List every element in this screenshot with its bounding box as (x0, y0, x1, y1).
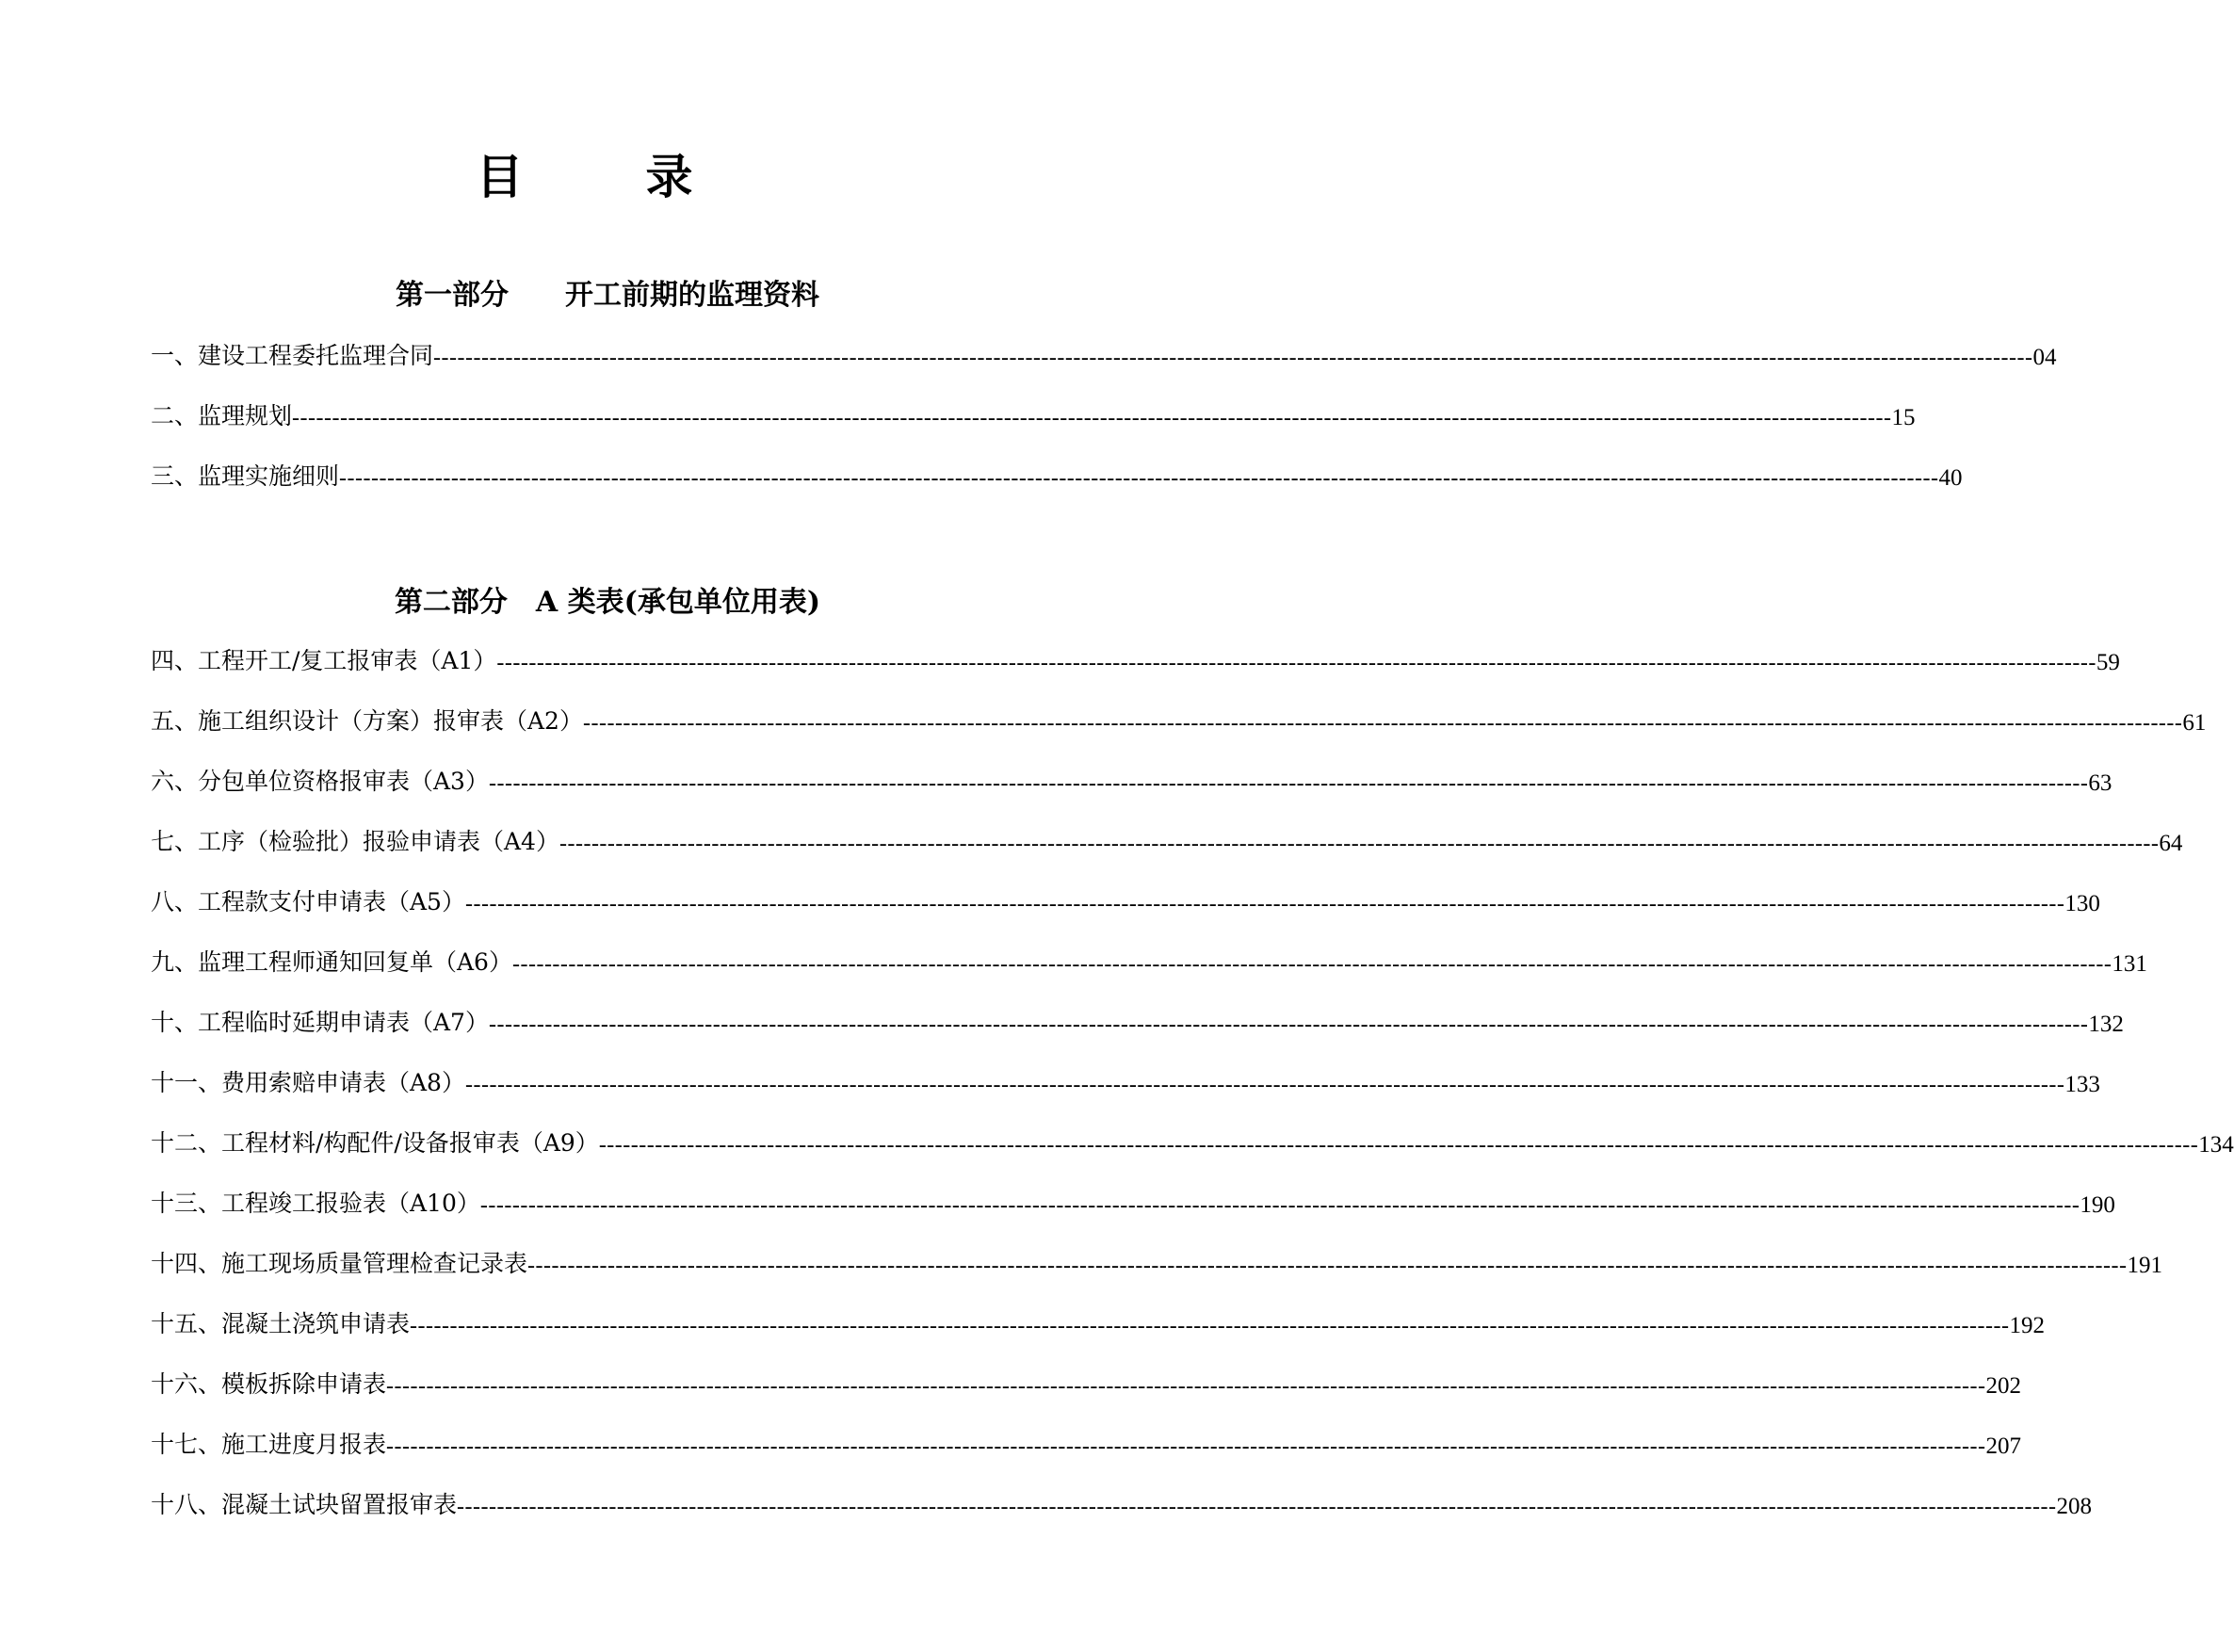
toc-entry-page-number: 59 (2096, 650, 2120, 675)
toc-leader-dashes: -------------------------------------------------------------------------------------------------------------------------------------------------------------------------------------------------------- (464, 892, 2065, 916)
toc-leader-dashes: -------------------------------------------------------------------------------------------------------------------------------------------------------------------------------------------------------- (339, 466, 1939, 491)
toc-entry (151, 819, 2183, 857)
toc-leader-dashes: -------------------------------------------------------------------------------------------------------------------------------------------------------------------------------------------------------- (386, 1434, 1986, 1459)
page-title: 目 录 (476, 149, 731, 204)
toc-entry-page-number: 191 (2127, 1253, 2162, 1278)
toc-entry-page-number: 192 (2009, 1313, 2045, 1338)
toc-entry-page-number: 208 (2056, 1494, 2092, 1519)
toc-entry-label: 九、监理工程师通知回复单（A6） (151, 948, 512, 976)
toc-leader-dashes: -------------------------------------------------------------------------------------------------------------------------------------------------------------------------------------------------------- (496, 651, 2096, 675)
toc-entry-label: 二、监理规划 (151, 402, 293, 429)
toc-entry (151, 1061, 2100, 1098)
toc-entry-page-number: 131 (2112, 951, 2147, 977)
toc-leader-dashes: -------------------------------------------------------------------------------------------------------------------------------------------------------------------------------------------------------- (488, 771, 2089, 796)
toc-leader-dashes: -------------------------------------------------------------------------------------------------------------------------------------------------------------------------------------------------------- (464, 1073, 2065, 1097)
toc-entry (151, 940, 2147, 978)
toc-entry-label: 四、工程开工/复工报审表（A1） (151, 647, 497, 674)
toc-leader-dashes: -------------------------------------------------------------------------------------------------------------------------------------------------------------------------------------------------------- (511, 952, 2113, 977)
toc-entry-page-number: 202 (1985, 1373, 2021, 1399)
toc-entry-page-number: 61 (2182, 710, 2207, 736)
toc-entry (151, 1482, 2092, 1520)
toc-entry (151, 639, 2120, 676)
toc-entry-label: 十八、混凝土试块留置报审表 (151, 1491, 458, 1518)
toc-leader-dashes: -------------------------------------------------------------------------------------------------------------------------------------------------------------------------------------------------------- (527, 1254, 2128, 1278)
toc-leader-dashes: -------------------------------------------------------------------------------------------------------------------------------------------------------------------------------------------------------- (582, 711, 2183, 736)
toc-entry-page-number: 207 (1985, 1433, 2021, 1459)
toc-entry-page-number: 64 (2159, 831, 2183, 856)
toc-leader-dashes: -------------------------------------------------------------------------------------------------------------------------------------------------------------------------------------------------------- (558, 832, 2160, 856)
toc-entry-label: 七、工序（检验批）报验申请表（A4） (151, 828, 559, 855)
toc-entry-label: 五、施工组织设计（方案）报审表（A2） (151, 707, 583, 735)
toc-entry-page-number: 134 (2198, 1132, 2234, 1158)
toc-entry-label: 十二、工程材料/构配件/设备报审表（A9） (151, 1129, 599, 1157)
toc-entry-page-number: 63 (2088, 770, 2113, 796)
section-heading-part-one: 第一部分 开工前期的监理资料 (396, 279, 819, 312)
toc-entry (151, 333, 2057, 371)
toc-entry (151, 1241, 2162, 1279)
toc-entry (151, 1121, 2234, 1158)
toc-leader-dashes: -------------------------------------------------------------------------------------------------------------------------------------------------------------------------------------------------------- (410, 1314, 2010, 1338)
toc-entry (151, 454, 1963, 492)
toc-entry-label: 六、分包单位资格报审表（A3） (151, 768, 489, 795)
toc-entry-page-number: 40 (1938, 465, 1963, 491)
toc-entry-label: 十七、施工进度月报表 (151, 1431, 387, 1458)
toc-entry-label: 三、监理实施细则 (151, 462, 340, 490)
toc-entry-page-number: 190 (2080, 1192, 2115, 1218)
toc-entry-page-number: 04 (2032, 345, 2057, 370)
toc-entry-page-number: 15 (1891, 405, 1916, 430)
toc-entry-label: 十三、工程竣工报验表（A10） (151, 1190, 480, 1217)
toc-entry (151, 699, 2207, 737)
toc-leader-dashes: -------------------------------------------------------------------------------------------------------------------------------------------------------------------------------------------------------- (479, 1193, 2080, 1218)
toc-entry (151, 394, 1916, 431)
toc-entry-page-number: 130 (2064, 891, 2100, 916)
toc-entry-label: 十一、费用索赔申请表（A8） (151, 1069, 465, 1096)
toc-entry (151, 759, 2113, 797)
toc-entry-label: 十六、模板拆除申请表 (151, 1370, 387, 1398)
toc-leader-dashes: -------------------------------------------------------------------------------------------------------------------------------------------------------------------------------------------------------- (598, 1133, 2199, 1158)
toc-entry (151, 1000, 2124, 1038)
toc-entry (151, 1422, 2021, 1460)
toc-leader-dashes: -------------------------------------------------------------------------------------------------------------------------------------------------------------------------------------------------------- (457, 1495, 2057, 1519)
toc-entry (151, 1362, 2021, 1400)
toc-entry-label: 十四、施工现场质量管理检查记录表 (151, 1250, 528, 1277)
section-heading-part-two: 第二部分 A 类表(承包单位用表) (394, 586, 821, 619)
toc-leader-dashes: -------------------------------------------------------------------------------------------------------------------------------------------------------------------------------------------------------- (386, 1374, 1986, 1399)
toc-entry-label: 八、工程款支付申请表（A5） (151, 888, 465, 915)
toc-entry (151, 880, 2100, 917)
toc-entry-label: 十五、混凝土浇筑申请表 (151, 1310, 411, 1337)
toc-entry-label: 一、建设工程委托监理合同 (151, 342, 434, 369)
toc-leader-dashes: -------------------------------------------------------------------------------------------------------------------------------------------------------------------------------------------------------- (488, 1012, 2089, 1037)
toc-leader-dashes: -------------------------------------------------------------------------------------------------------------------------------------------------------------------------------------------------------- (292, 406, 1892, 430)
toc-entry (151, 1181, 2115, 1219)
toc-entry (151, 1302, 2045, 1339)
toc-entry-page-number: 133 (2064, 1072, 2100, 1097)
toc-entry-label: 十、工程临时延期申请表（A7） (151, 1009, 489, 1036)
toc-entry-page-number: 132 (2088, 1012, 2124, 1037)
toc-leader-dashes: -------------------------------------------------------------------------------------------------------------------------------------------------------------------------------------------------------- (433, 346, 2033, 370)
